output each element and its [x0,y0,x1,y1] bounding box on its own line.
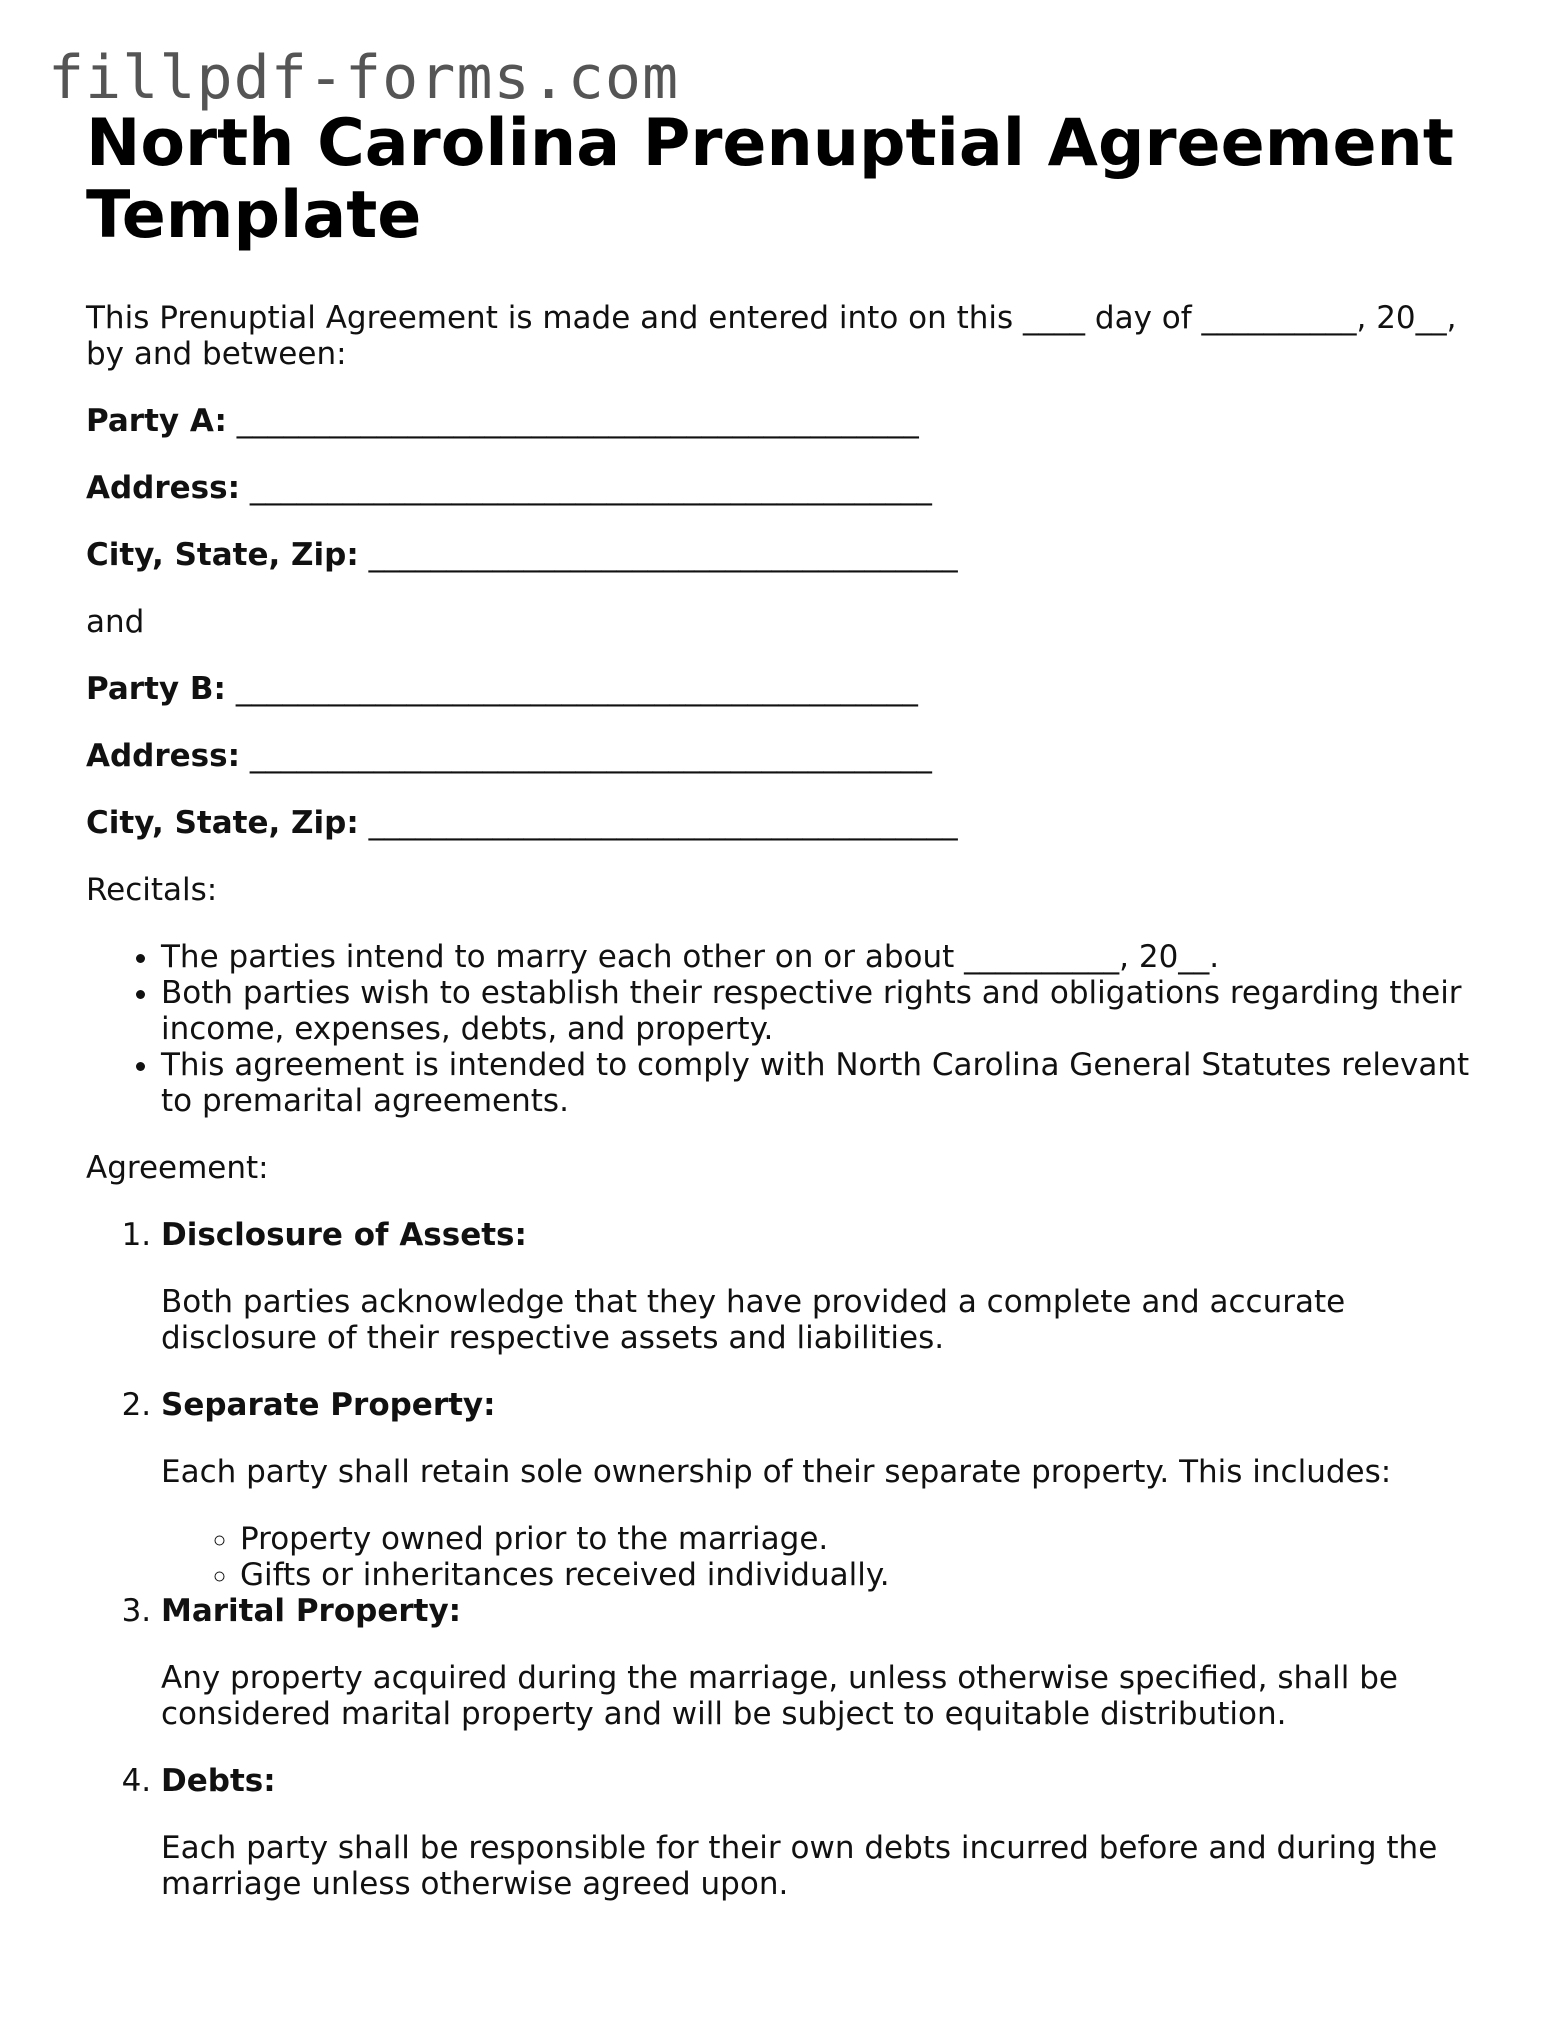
document-title: North Carolina Prenuptial Agreement Template [86,106,1454,253]
party-b-address-label: Address: [86,738,240,774]
party-a-city-field [86,537,1486,573]
section-title: 3. Marital Property: [161,1593,462,1629]
and-text: and [86,604,145,640]
agreement-sections [86,1217,1486,1902]
section-text: Each party shall retain sole ownership of their separate property. This includes: [161,1454,1392,1490]
party-a-name-field [86,403,1486,439]
party-b-name-label: Party B: [86,671,226,707]
sub-list-item: ◦ Gifts or inheritances received individually. [240,1557,1486,1593]
recital-item: • Both parties wish to establish their respective rights and obligations regarding their income, expenses, debts, and property. [161,975,1486,1047]
party-a-address-field [86,470,1486,506]
recitals-list [86,939,1486,1119]
party-b-city-field [86,805,1486,841]
party-b-city-blank[interactable]: ______________________________________ [368,805,958,841]
section-title: 4. Debts: [161,1763,276,1799]
party-a-city-blank[interactable]: ______________________________________ [368,537,958,573]
document-page [86,108,1486,1902]
sub-list-item: ◦ Property owned prior to the marriage. [240,1521,1486,1557]
party-a-name-label: Party A: [86,403,227,439]
document-body [86,300,1486,1902]
party-b-name-blank[interactable]: ____________________________________________ [235,671,918,707]
recitals-heading: Recitals: [86,872,218,908]
intro-paragraph: This Prenuptial Agreement is made and entered into on this ____ day of __________, 20__, by and between: [86,300,1457,372]
section-text: Any property acquired during the marriage, unless otherwise specified, shall be considered marital property and will be subject to equitable distribution. [161,1660,1398,1732]
section-marital-property [161,1593,1486,1732]
section-text: Both parties acknowledge that they have provided a complete and accurate disclosure of their respective assets and liabilities. [161,1284,1346,1356]
party-b-name-field [86,671,1486,707]
agreement-heading: Agreement: [86,1150,269,1186]
separate-property-list [161,1521,1486,1593]
section-text: Each party shall be responsible for their own debts incurred before and during the marriage unless otherwise agreed upon. [161,1830,1438,1902]
recital-item: • The parties intend to marry each other on or about __________, 20__. [161,939,1486,975]
section-title: 1. Disclosure of Assets: [161,1217,527,1253]
section-disclosure-of-assets [161,1217,1486,1356]
party-a-address-label: Address: [86,470,240,506]
party-a-address-blank[interactable]: ____________________________________________ [249,470,932,506]
party-b-address-blank[interactable]: ____________________________________________ [249,738,932,774]
section-separate-property [161,1387,1486,1593]
section-title: 2. Separate Property: [161,1387,496,1423]
party-a-city-label: City, State, Zip: [86,537,359,573]
watermark-text: fillpdf-forms.com [48,43,680,113]
party-b-city-label: City, State, Zip: [86,805,359,841]
party-b-address-field [86,738,1486,774]
party-a-name-blank[interactable]: ____________________________________________ [236,403,919,439]
section-debts [161,1763,1486,1902]
recital-item: • This agreement is intended to comply with North Carolina General Statutes relevant to premarital agreements. [161,1047,1486,1119]
